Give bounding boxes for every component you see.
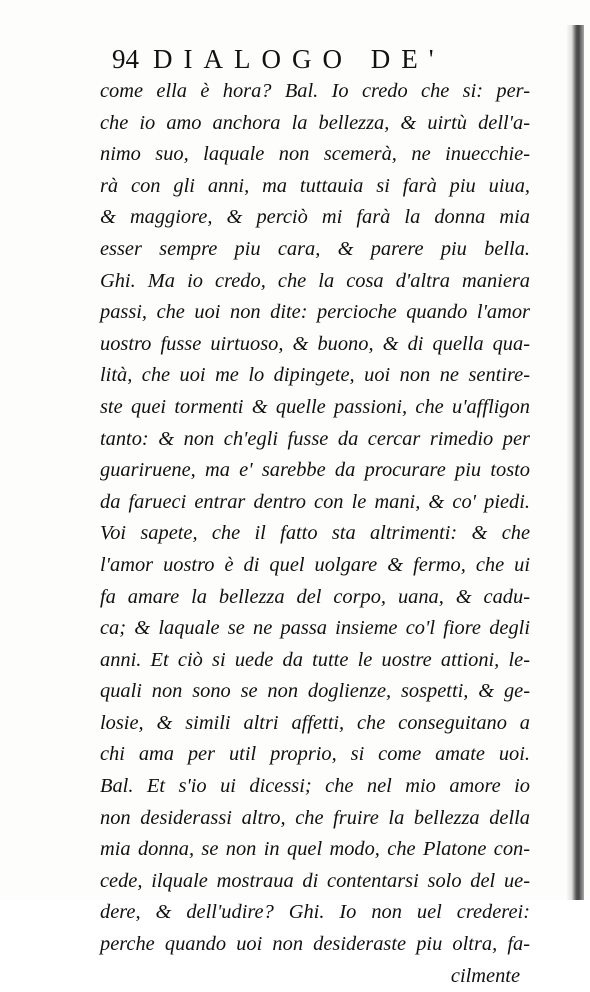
catchword: cilmente xyxy=(450,964,520,987)
text-line: losie, & simili altri affetti, che conseguitano a xyxy=(100,711,530,734)
text-line: lità, che uoi me lo dipingete, uoi non ne sentire- xyxy=(100,364,530,387)
text-block xyxy=(100,42,530,992)
text-line: rà con gli anni, ma tuttauia si farà piu uiua, xyxy=(100,174,530,197)
page-header xyxy=(100,42,530,76)
text-line: che io amo anchora la bellezza, & uirtù dell'a- xyxy=(100,111,530,134)
adjacent-page-edge xyxy=(572,25,584,900)
text-line: dere, & dell'udire? Ghi. Io non uel crederei: xyxy=(100,901,530,924)
text-line: mia donna, se non in quel modo, che Platone con- xyxy=(100,838,530,861)
text-line: Voi sapete, che il fatto sta altrimenti: & che xyxy=(100,522,530,545)
page-number: 94 xyxy=(112,44,139,74)
text-line: passi, che uoi non dite: percioche quando l'amor xyxy=(100,301,530,324)
text-line: guariruene, ma e' sarebbe da procurare piu tosto xyxy=(100,459,530,482)
text-line: l'amor uostro è di quel uolgare & fermo, che ui xyxy=(100,553,530,576)
text-line: ca; & laquale se ne passa insieme co'l fiore degli xyxy=(100,617,530,640)
text-line: anni. Et ciò si uede da tutte le uostre attioni, le- xyxy=(100,648,530,671)
text-line: uostro fusse uirtuoso, & buono, & di quella qua- xyxy=(100,332,530,355)
text-line: ste quei tormenti & quelle passioni, che u'affligon xyxy=(100,395,530,418)
text-line: da farueci entrar dentro con le mani, & co' piedi. xyxy=(100,490,530,513)
text-line: Ghi. Ma io credo, che la cosa d'altra maniera xyxy=(100,269,530,292)
text-line: tanto: & non ch'egli fusse da cercar rimedio per xyxy=(100,427,530,450)
text-line: come ella è hora? Bal. Io credo che si: per- xyxy=(100,80,530,102)
text-line: Bal. Et s'io ui dicessi; che nel mio amore io xyxy=(100,775,530,798)
text-line: chi ama per util proprio, si come amate uoi. xyxy=(100,743,530,766)
text-line: quali non sono se non doglienze, sospetti, & ge- xyxy=(100,680,530,703)
text-line: nimo suo, laquale non scemerà, ne inuecchie- xyxy=(100,143,530,166)
text-line: cede, ilquale mostraua di contentarsi solo del ue- xyxy=(100,869,530,892)
running-head: DIALOGO DE' xyxy=(153,44,445,74)
text-line: fa amare la bellezza del corpo, uana, & cadu- xyxy=(100,585,530,608)
text-line: & maggiore, & perciò mi farà la donna mia xyxy=(100,206,530,229)
text-line: perche quando uoi non desideraste piu oltra, fa- xyxy=(100,933,530,956)
text-line: esser sempre piu cara, & parere piu bella. xyxy=(100,237,530,260)
text-line: non desiderassi altro, che fruire la bellezza della xyxy=(100,806,530,829)
